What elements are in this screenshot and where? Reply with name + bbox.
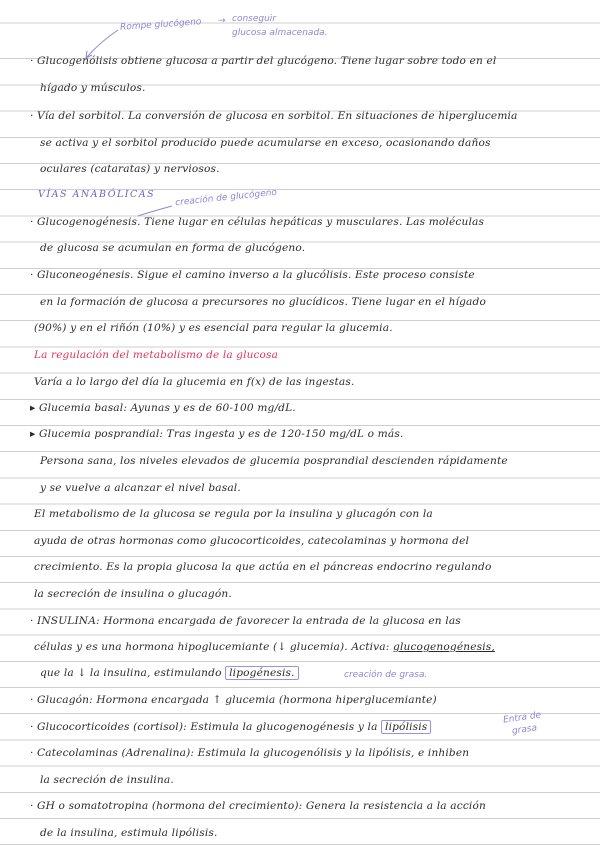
text-line: en la formación de glucosa a precursores no glucídicos. Tiene lugar en el hígado [40,296,486,308]
boxed-lipogenesis: lipogénesis. [225,666,299,680]
annotation-arrow: → [218,16,226,26]
text-line: se activa y el sorbitol producido puede acumularse en exceso, ocasionando daños [40,137,491,149]
annotation-creacion-grasa: creación de grasa. [344,670,428,680]
text-line: oculares (cataratas) y nerviosos. [40,163,220,175]
text-line: hígado y músculos. [40,82,146,94]
text-line-catecolaminas: · Catecolaminas (Adrenalina): Estimula la glucogenólisis y la lipólisis, e inhiben [30,747,470,759]
text-line-glucemia-basal: ▸ Glucemia basal: Ayunas y es de 60-100 mg/dL. [30,402,296,414]
annotation-glucosa-almacenada: glucosa almacenada. [232,28,328,38]
annotation-rompe-glucogeno: Rompe glucógeno [119,17,202,33]
text-line: (90%) y en el riñón (10%) y es esencial para regular la glucemia. [34,322,393,334]
text-line: ayuda de otras hormonas como glucocorticoides, catecolaminas y hormona del [34,535,470,547]
underlined-glucogenogenesis: glucogenogénesis, [393,641,495,653]
text-line: Varía a lo largo del día la glucemia en f(x) de las ingestas. [34,376,355,388]
text-line-gluconeogenesis: · Gluconeogénesis. Sigue el camino inverso a la glucólisis. Este proceso consiste [30,269,475,281]
text-line-glucogenogenesis: · Glucogenogénesis. Tiene lugar en células hepáticas y musculares. Las moléculas [30,216,485,228]
annotation-conseguir: conseguir [232,14,277,24]
annotation-creacion-glucogeno: creación de glucógeno [174,187,278,209]
text-line-insulina: · INSULINA: Hormona encargada de favorecer la entrada de la glucosa en las [30,615,461,627]
text-line: la secreción de insulina. [40,774,174,786]
text-line: de glucosa se acumulan en forma de glucógeno. [40,242,306,254]
text-line-glucocorticoides [30,721,578,733]
text-line-glucagon: · Glucagón: Hormona encargada ↑ glucemia (hormona hiperglucemiante) [30,694,437,706]
text-line-insulina-lipogenesis [40,667,578,679]
text-line-glucemia-posprandial: ▸ Glucemia posprandial: Tras ingesta y es de 120-150 mg/dL o más. [30,428,404,440]
heading-vias-anabolicas: VÍAS ANABÓLICAS [38,189,156,200]
text-fragment: células y es una hormona hipoglucemiante (↓ glucemia). Activa: [34,641,394,653]
text-line: la secreción de insulina o glucagón. [34,588,232,600]
annotation-entrada: Entra de [502,710,542,726]
boxed-lipolisis: lipólisis [381,720,431,734]
text-line: crecimiento. Es la propia glucosa la que actúa en el páncreas endocrino regulando [34,561,492,573]
text-line: El metabolismo de la glucosa se regula por la insulina y glucagón con la [34,508,433,520]
text-line-gh-somatotropina: · GH o somatotropina (hormona del crecimiento): Genera la resistencia a la acción [30,800,486,812]
text-line: y se vuelve a alcanzar el nivel basal. [40,482,241,494]
text-fragment: · Glucocorticoides (cortisol): Estimula la glucogenogénesis y la [30,721,382,733]
text-line-glucogenolisis: · Glucogenólisis obtiene glucosa a partir del glucógeno. Tiene lugar sobre todo en el [30,55,497,67]
text-line: Persona sana, los niveles elevados de glucemia posprandial descienden rápidamente [40,455,508,467]
heading-regulacion-metabolismo: La regulación del metabolismo de la glucosa [34,349,278,361]
text-fragment: que la ↓ la insulina, estimulando [40,667,226,679]
text-line: de la insulina, estimula lipólisis. [40,827,218,839]
text-line-insulina-cont [34,641,578,653]
text-line-via-sorbitol: · Vía del sorbitol. La conversión de glucosa en sorbitol. En situaciones de hiperglucemia [30,110,518,122]
annotation-grasa: grasa [511,723,538,737]
